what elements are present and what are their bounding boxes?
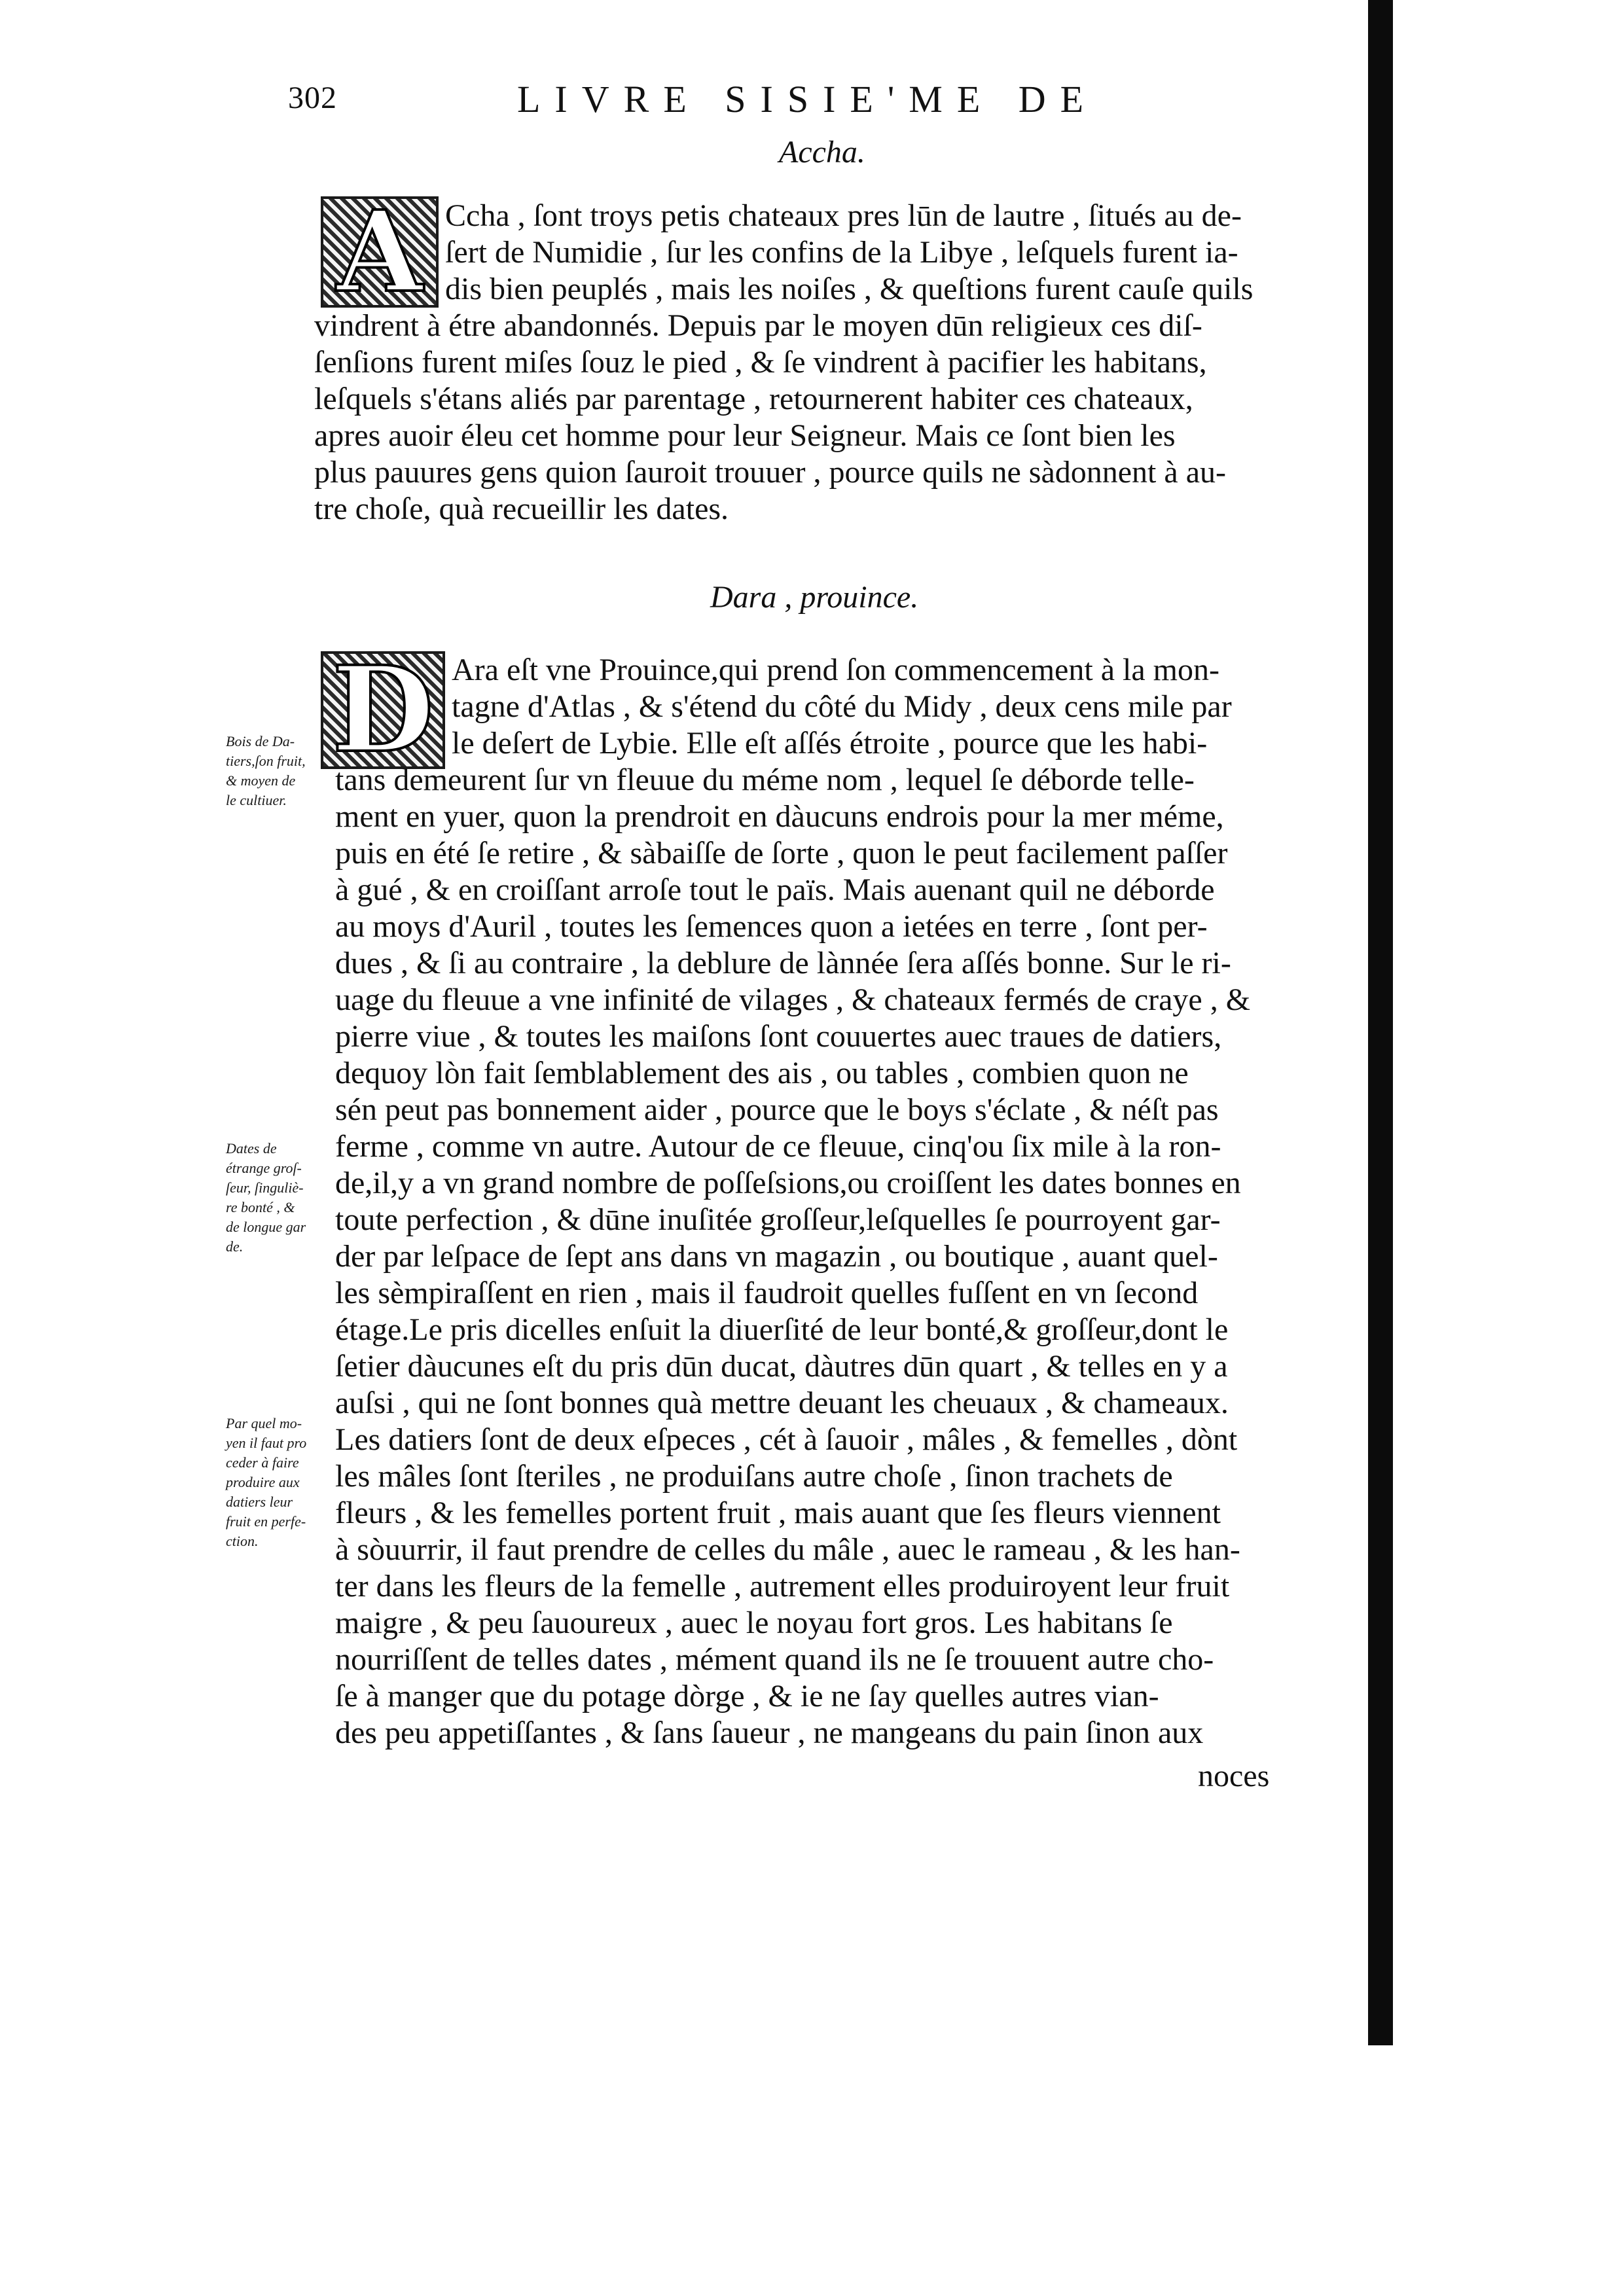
text-line: Ccha , ſont troys petis chateaux pres lūn de lautre , ſitués au de-: [445, 198, 1242, 233]
text-line: ſe à manger que du potage dòrge , & ie ne ſay quelles autres vian-: [335, 1679, 1159, 1713]
margin-note-line: re bonté , &: [226, 1199, 295, 1215]
text-line: ſenſions furent miſes ſouz le pied , & ſe vindrent à pacifier les habitans,: [314, 345, 1207, 380]
margin-note-line: ceder à faire: [226, 1454, 299, 1471]
margin-note-line: le cultiuer.: [226, 792, 287, 808]
catchword: noces: [1198, 1759, 1270, 1793]
text-line: des peu appetiſſantes , & ſans ſaueur , ne mangeans du pain ſinon aux: [335, 1715, 1204, 1750]
text-line: auſsi , qui ne ſont bonnes quà mettre deuant les cheuaux , & chameaux.: [335, 1386, 1229, 1420]
margin-note-line: tiers,ſon fruit,: [226, 753, 306, 769]
margin-note-line: fruit en perfe-: [226, 1513, 306, 1530]
ornamental-initial-a: [321, 187, 439, 317]
text-line: pierre viue , & toutes les maiſons ſont couuertes auec traues de datiers,: [335, 1019, 1222, 1054]
text-line: ment en yuer, quon la prendroit en dàucuns endrois pour la mer méme,: [335, 799, 1224, 834]
text-line: le deſert de Lybie. Elle eſt aſſés étroite , pource que les habi-: [452, 726, 1208, 761]
text-line: à sòuurrir, il faut prendre de celles du mâle , auec le rameau , & les han-: [335, 1532, 1240, 1567]
margin-note-line: de.: [226, 1238, 244, 1255]
margin-note-line: Bois de Da-: [226, 733, 295, 749]
text-line: vindrent à étre abandonnés. Depuis par le moyen dūn religieux ces diſ-: [314, 308, 1202, 343]
text-line: ferme , comme vn autre. Autour de ce fleuue, cinq'ou ſix mile à la ron-: [335, 1129, 1221, 1164]
margin-note-line: Par quel mo-: [226, 1415, 302, 1431]
text-line: au moys d'Auril , toutes les ſemences quon a ietées en terre , ſont per-: [335, 909, 1208, 944]
section-title-accha: Accha.: [779, 135, 865, 170]
text-line: fleurs , & les femelles portent fruit , mais auant que ſes fleurs viennent: [335, 1496, 1221, 1530]
text-line: puis en été ſe retire , & sàbaiſſe de ſorte , quon le peut facilement paſſer: [335, 836, 1228, 870]
ornamental-initial-d: [321, 641, 445, 779]
text-line: tans demeurent ſur vn fleuue du méme nom , lequel ſe déborde telle-: [335, 762, 1195, 797]
margin-note-line: Dates de: [226, 1140, 277, 1157]
text-line: les sèmpiraſſent en rien , mais il faudroit quelles fuſſent en vn ſecond: [335, 1276, 1199, 1310]
text-line: toute perfection , & dūne inuſitée groſſeur,leſquelles ſe pourroyent gar-: [335, 1202, 1221, 1237]
text-line: sén peut pas bonnement aider , pource que le boys s'éclate , & néſt pas: [335, 1092, 1219, 1127]
margin-note-line: yen il faut pro: [226, 1435, 307, 1451]
text-line: Les datiers ſont de deux eſpeces , cét à ſauoir , mâles , & femelles , dònt: [335, 1422, 1238, 1457]
text-line: dues , & ſi au contraire , la deblure de lànnée ſera aſſés bonne. Sur le ri-: [335, 946, 1231, 980]
text-line: dequoy lòn fait ſemblablement des ais , ou tables , combien quon ne: [335, 1056, 1189, 1090]
text-line: de,il,y a vn grand nombre de poſſeſsions,ou croiſſent les dates bonnes en: [335, 1166, 1241, 1200]
text-line: ſetier dàucunes eſt du pris dūn ducat, dàutres dūn quart , & telles en y a: [335, 1349, 1228, 1384]
initial-letter: D: [331, 641, 435, 779]
margin-note-line: & moyen de: [226, 772, 296, 789]
text-line: les mâles ſont ſteriles , ne produiſans autre choſe , ſinon trachets de: [335, 1459, 1173, 1494]
initial-letter: A: [336, 187, 423, 317]
text-line: ſert de Numidie , ſur les confins de la Libye , leſquels furent ia-: [445, 235, 1238, 270]
margin-note-line: étrange groſ-: [226, 1160, 302, 1176]
text-line: leſquels s'étans aliés par parentage , retournerent habiter ces chateaux,: [314, 382, 1193, 416]
text-line: plus pauures gens quion ſauroit trouuer , pource quils ne sàdonnent à au-: [314, 455, 1226, 490]
text-line: étage.Le pris dicelles enſuit la diuerſité de leur bonté,& groſſeur,dont le: [335, 1312, 1229, 1347]
margin-note-line: ction.: [226, 1533, 259, 1549]
margin-note-line: produire aux: [226, 1474, 300, 1490]
text-line: der par leſpace de ſept ans dans vn magazin , ou boutique , auant quel-: [335, 1239, 1218, 1274]
scan-edge-bar: [1368, 0, 1393, 2045]
margin-note-line: de longue gar: [226, 1219, 306, 1235]
text-line: apres auoir éleu cet homme pour leur Seigneur. Mais ce ſont bien les: [314, 418, 1176, 453]
text-line: Ara eſt vne Prouince,qui prend ſon commencement à la mon-: [452, 653, 1219, 687]
text-line: tre choſe, quà recueillir les dates.: [314, 492, 729, 526]
text-line: maigre , & peu ſauoureux , auec le noyau fort gros. Les habitans ſe: [335, 1605, 1173, 1640]
margin-note-line: datiers leur: [226, 1494, 293, 1510]
text-line: à gué , & en croiſſant arroſe tout le païs. Mais auenant quil ne déborde: [335, 872, 1215, 907]
section-title-dara: Dara , prouince.: [710, 580, 919, 615]
text-line: tagne d'Atlas , & s'étend du côté du Midy , deux cens mile par: [452, 689, 1232, 724]
text-line: uage du fleuue a vne infinité de vilages , & chateaux fermés de craye , &: [335, 982, 1251, 1017]
margin-note-line: ſeur, ſinguliè-: [226, 1179, 304, 1196]
text-line: ter dans les fleurs de la femelle , autrement elles produiroyent leur fruit: [335, 1569, 1230, 1604]
text-line: dis bien peuplés , mais les noiſes , & queſtions furent cauſe quils: [445, 272, 1254, 306]
running-title: LIVRE SISIE'ME DE: [517, 78, 1098, 120]
text-line: nourriſſent de telles dates , mément quand ils ne ſe trouuent autre cho-: [335, 1642, 1214, 1677]
page-number: 302: [288, 81, 337, 115]
